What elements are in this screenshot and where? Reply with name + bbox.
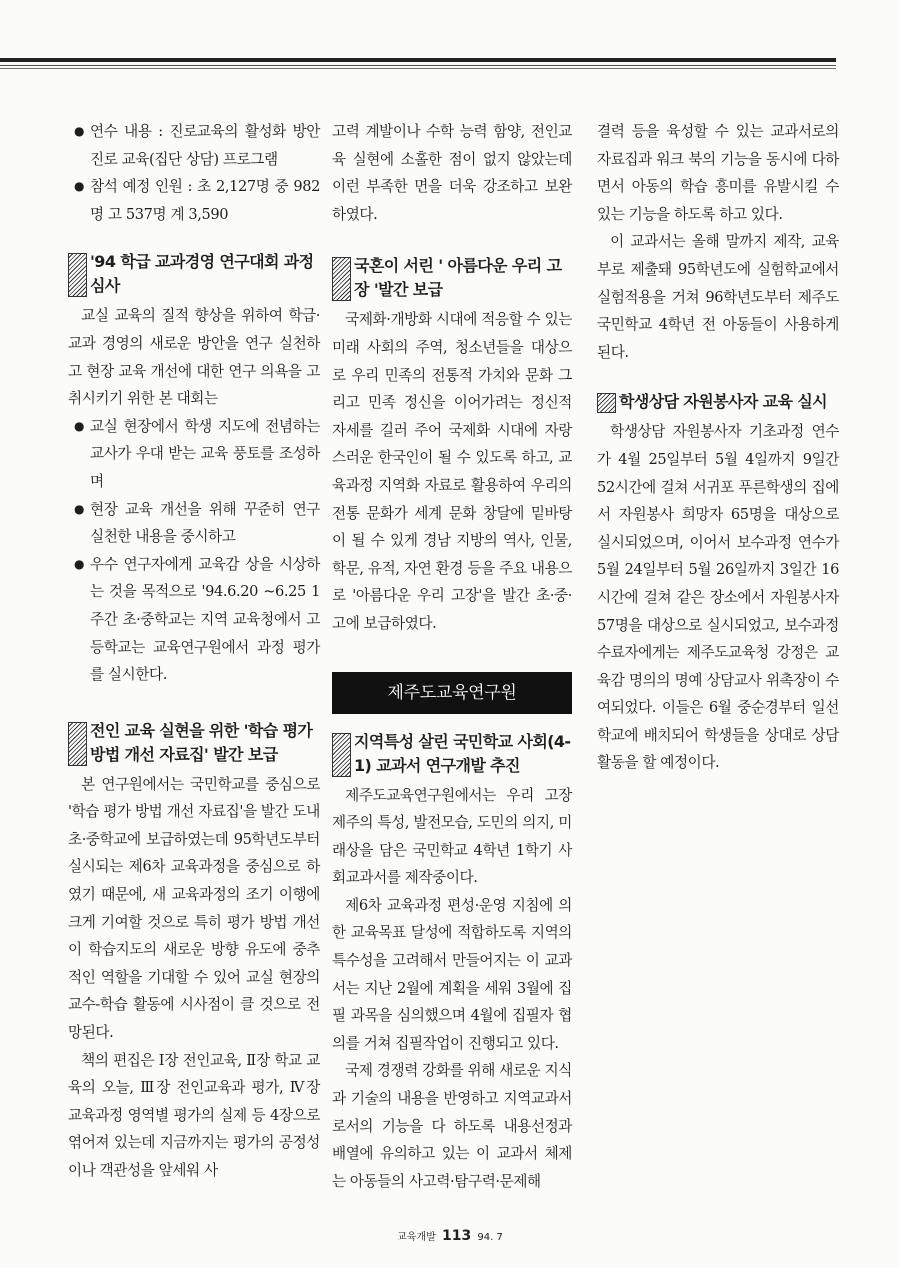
- hatch-marker-icon: [332, 257, 351, 301]
- bullet-icon: ●: [74, 179, 85, 194]
- body-paragraph: 학생상담 자원봉사자 기초과정 연수가 4월 25일부터 5월 4일까지 9일간 52시간에 걸쳐 서귀포 푸른학생의 집에서 자원봉사 희망자 65명을 대상으로 실시되었으며, 이어서 보수과정 연수가 5월 24일부터 5월 26일까지 3일간 16시간에 걸쳐 같은 장소에서 자원봉사자 57명을 대상으로 실시되었고, 보수과정 수료자에게는 제주도교육청 강정은 교육감 명의의 명예 상담교사 위촉장이 수여되었다. 이들은 6월 중순경부터 일선학교에 배치되어 학생들을 상대로 상담활동을 할 예정이다.: [597, 423, 839, 772]
- body-paragraph: 국제화·개방화 시대에 적응할 수 있는 미래 사회의 주역, 청소년들을 대상으로 우리 민족의 전통적 가치와 문화 그리고 민족 정신을 이어가려는 정신적 자세를 길러 주어 국제화 시대에 자랑스러운 한국인이 될 수 있도록 하고, 교육과정 지역화 자료로 활용하여 우리의 전통 문화가 세계 문화 창달에 밑바탕이 될 수 있게 경남 지방의 역사, 인물, 학문, 유적, 자연 환경 등을 주요 내용으로 '아름다운 우리 고장'을 발간 초·중·고에 보급하였다.: [332, 311, 572, 632]
- body-paragraph: 교실 교육의 질적 향상을 위하여 학급·교과 경영의 새로운 방안을 연구 실천하고 현장 교육 개선에 대한 연구 의욕을 고취시키기 위한 본 대회는: [68, 307, 320, 408]
- body-paragraph: 제주도교육연구원에서는 우리 고장 제주의 특성, 발전모습, 도민의 의지, 미래상을 담은 국민학교 4학년 1학기 사회교과서를 제작중이다.: [332, 786, 572, 887]
- body-paragraph: 국제 경쟁력 강화를 위해 새로운 지식과 기술의 내용을 반영하고 지역교과서로서의 기능을 다 하도록 내용선정과 배열에 유의하고 있는 이 교과서 체제는 아동들의 사고력·탐구력·문제해: [332, 1062, 572, 1190]
- hatch-marker-icon: [68, 253, 87, 297]
- body-paragraph: 본 연구원에서는 국민학교를 중심으로 '학습 평가 방법 개선 자료집'을 발간 도내 초·중학교에 보급하였는데 95학년도부터 실시되는 제6차 교육과정을 중심으로 하였기 때문에, 새 교육과정의 조기 이행에 크게 기여할 것으로 특히 평가 방법 개선이 학습지도의 새로운 방향 유도에 중추적인 역할을 기대할 수 있어 교실 현장의 교수-학습 활동에 시사점이 클 것으로 전망된다.: [68, 775, 320, 1042]
- hatch-marker-icon: [332, 733, 351, 777]
- top-rule-thin: [0, 65, 836, 66]
- magazine-name: 교육개발: [397, 1232, 436, 1243]
- body-paragraph: 이 교과서는 올해 말까지 제작, 교육부로 제출돼 95학년도에 실험학교에서 실험적용을 거쳐 96학년도부터 제주도 국민학교 4학년 전 아동들이 사용하게 된다.: [597, 233, 839, 361]
- list-item: ● 연수 내용 : 진로교육의 활성화 방안 진로 교육(집단 상담) 프로그램: [68, 118, 320, 173]
- section-heading: 전인 교육 실현을 위한 '학습 평가 방법 개선 자료집' 발간 보급: [68, 719, 320, 767]
- hatch-marker-icon: [597, 393, 616, 413]
- section-heading: 지역특성 살린 국민학교 사회(4-1) 교과서 연구개발 추진: [332, 730, 572, 778]
- body-paragraph: 제6차 교육과정 편성·운영 지침에 의한 교육목표 달성에 적합하도록 지역의 특수성을 고려해서 만들어지는 이 교과서는 지난 2월에 계획을 세워 3월에 집필 과목을 심의했으며 4월에 집필자 협의를 거쳐 집필작업이 진행되고 있다.: [332, 896, 572, 1052]
- bullet-icon: ●: [74, 418, 85, 433]
- top-rule-thin: [0, 68, 836, 69]
- list-item: ● 참석 예정 인원 : 초 2,127명 중 982명 고 537명 계 3,590: [68, 173, 320, 228]
- bullet-icon: ●: [74, 501, 85, 516]
- column-1: [68, 118, 320, 1185]
- body-paragraph: 결력 등을 육성할 수 있는 교과서로의 자료집과 워크 북의 기능을 동시에 다하면서 아동의 학습 흥미를 유발시킬 수 있는 기능을 하도록 하고 있다.: [597, 123, 839, 223]
- list-item: ● 교실 현장에서 학생 지도에 전념하는 교사가 우대 받는 교육 풍토를 조성하며: [68, 413, 320, 496]
- institution-banner: 제주도교육연구원: [332, 672, 572, 714]
- hatch-marker-icon: [68, 722, 87, 766]
- list-item: ● 우수 연구자에게 교육감 상을 시상하는 것을 목적으로 '94.6.20 ~6.25 1주간 초·중학교는 지역 교육청에서 고등학교는 교육연구원에서 과정 평가를 실시한다.: [68, 551, 320, 689]
- section-heading: '94 학급 교과경영 연구대회 과정 심사: [68, 250, 320, 298]
- section-heading: 학생상담 자원봉사자 교육 실시: [597, 390, 839, 414]
- body-paragraph: 고력 계발이나 수학 능력 함양, 전인교육 실현에 소홀한 점이 없지 않았는데 이런 부족한 면을 더욱 강조하고 보완하였다.: [332, 123, 572, 223]
- top-rule: [0, 58, 836, 62]
- section-heading: 국혼이 서린 ' 아름다운 우리 고장 '발간 보급: [332, 254, 572, 302]
- bullet-icon: ●: [74, 556, 85, 571]
- issue-date: 94. 7: [477, 1232, 503, 1243]
- list-item: ● 현장 교육 개선을 위해 꾸준히 연구 실천한 내용을 중시하고: [68, 496, 320, 551]
- body-paragraph: 책의 편집은 Ⅰ장 전인교육, Ⅱ장 학교 교육의 오늘, Ⅲ장 전인교육과 평가, Ⅳ장 교육과정 영역별 평가의 실제 등 4장으로 엮어져 있는데 지금까지는 평가의 공정성이나 객관성을 앞세워 사: [68, 1051, 320, 1179]
- page-footer: [0, 1228, 900, 1244]
- page-number: 113: [441, 1228, 472, 1244]
- bullet-icon: ●: [74, 124, 85, 138]
- column-3: [597, 118, 839, 777]
- column-2: [332, 118, 572, 1195]
